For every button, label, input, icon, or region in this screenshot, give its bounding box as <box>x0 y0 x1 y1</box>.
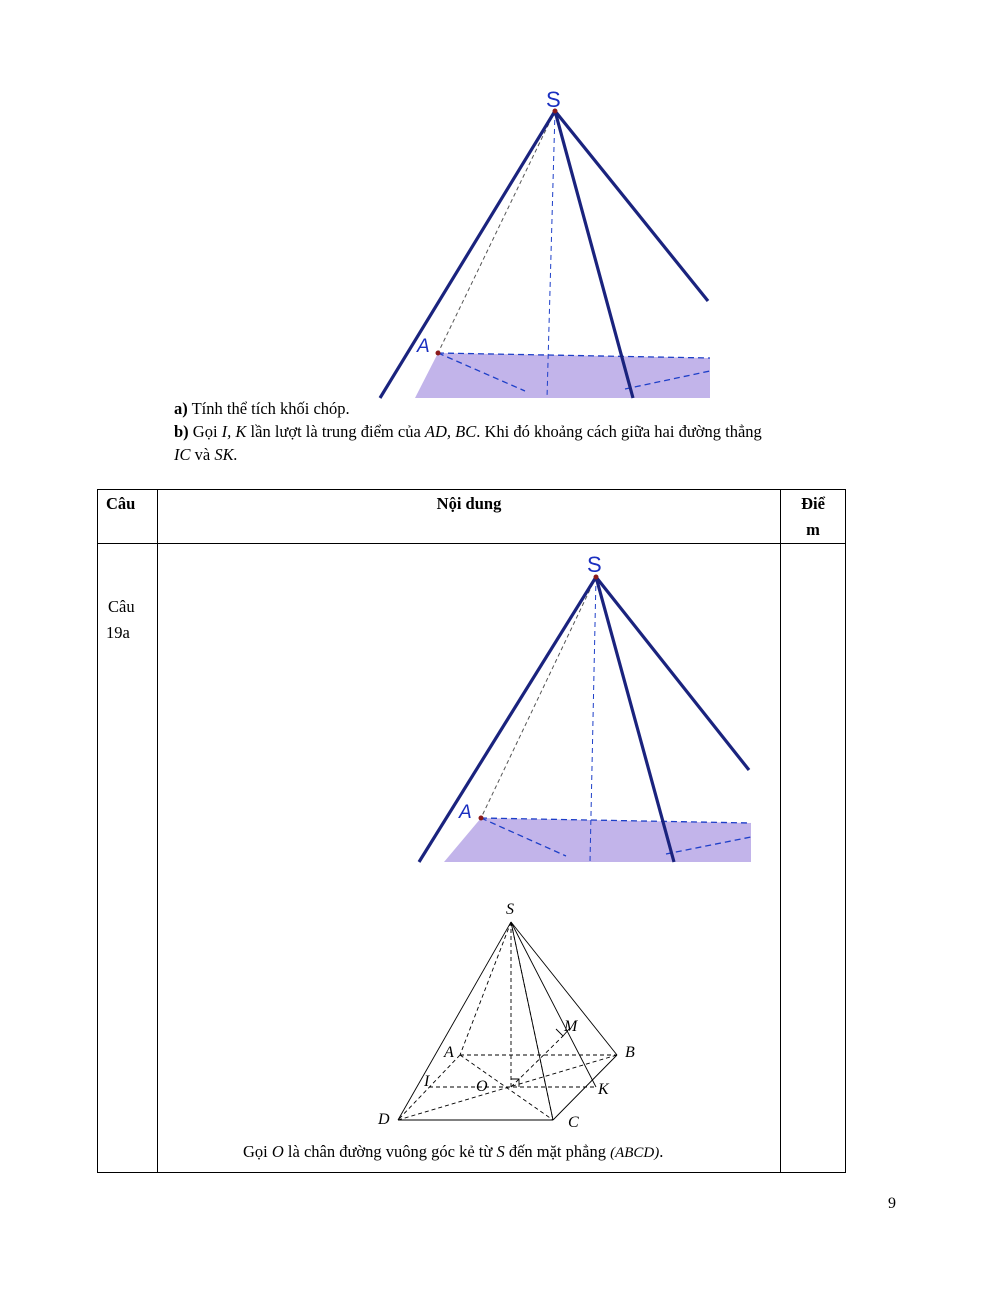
question-part-b: b) Gọi I, K lần lượt là trung điểm của AD, BC. Khi đó khoảng cách giữa hai đường thẳng <box>174 422 762 441</box>
label-d: D <box>378 1111 390 1128</box>
pyramid-figure-top <box>375 86 710 398</box>
pyramid-diagram-labeled <box>380 895 650 1130</box>
pyramid-figure-answer <box>416 550 751 862</box>
label-a: A <box>444 1044 454 1061</box>
label-o: O <box>476 1078 488 1095</box>
page-number: 9 <box>888 1195 896 1212</box>
question-part-b-cont: IC và SK. <box>174 445 238 464</box>
question-part-a: a) Tính thể tích khối chóp. <box>174 399 350 418</box>
label-m: M <box>564 1018 578 1035</box>
label-a: A <box>459 802 472 823</box>
label-s: S <box>587 552 602 577</box>
label-i: I <box>424 1073 430 1090</box>
cell-cau-19a: Câu 19a <box>98 544 158 1173</box>
header-noi-dung: Nội dung <box>158 490 781 544</box>
label-a: A <box>417 336 430 357</box>
base-plane <box>444 818 751 862</box>
label-s: S <box>506 901 514 918</box>
label-c: C <box>568 1114 579 1131</box>
label-k: K <box>598 1081 609 1098</box>
header-cau: Câu <box>98 490 158 544</box>
caption: Gọi O là chân đường vuông góc kẻ từ S đến mặt phẳng (ABCD). <box>243 1142 664 1161</box>
label-s: S <box>546 87 561 112</box>
header-diem: Điể m <box>781 490 846 544</box>
base-plane <box>415 353 710 398</box>
cell-score <box>781 544 846 1173</box>
label-b: B <box>625 1044 635 1061</box>
